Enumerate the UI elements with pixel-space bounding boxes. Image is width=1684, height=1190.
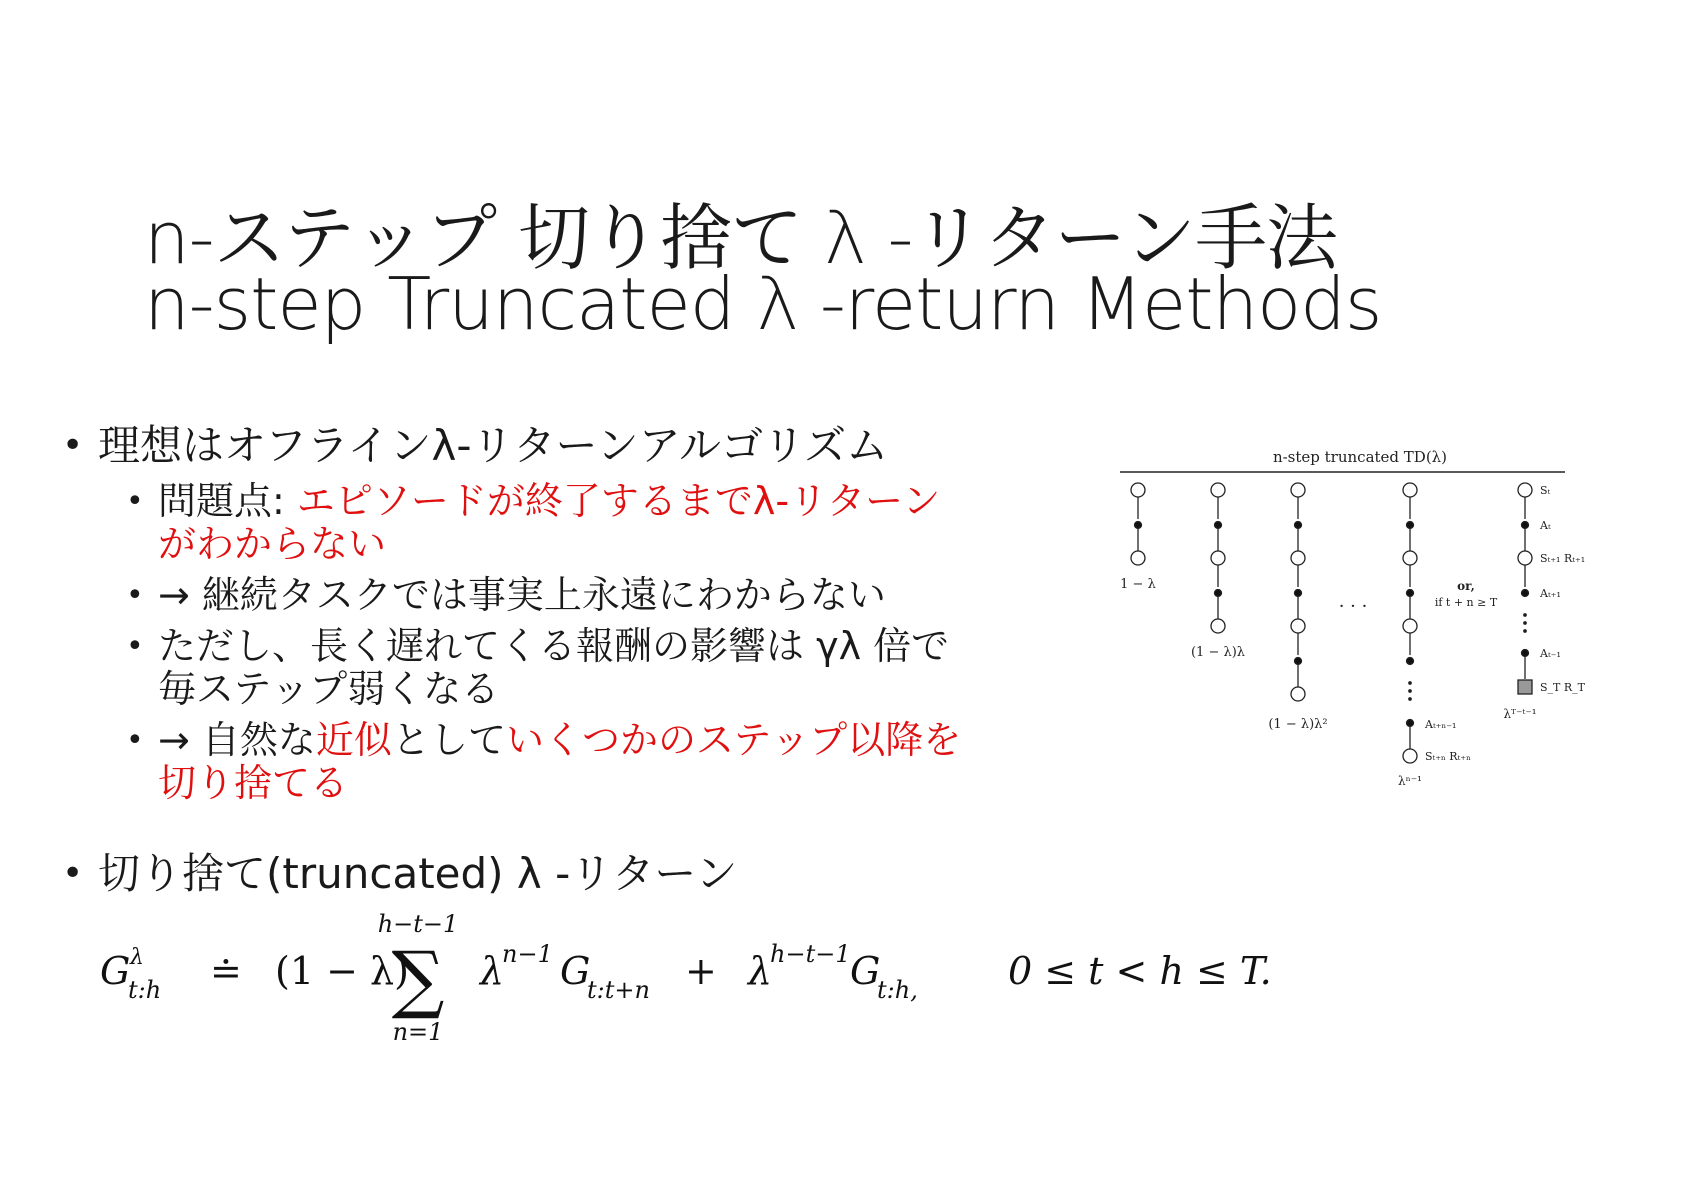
weight-1: 1 − λ [1120,577,1156,592]
formula-sum-top: h−t−1 [377,912,459,938]
backup-diagram [1110,440,1670,820]
slide-title-ja: n-ステップ 切り捨て λ -リターン手法 [144,196,1337,280]
label-a-T1: Aₜ₋₁ [1540,647,1561,660]
formula-term1-sup: n−1 [502,940,553,968]
approx-red-2: いくつかのステップ以降を [505,718,962,762]
sub-bullet-continuing [62,574,1062,617]
weight-2: (1 − λ)λ [1190,645,1246,660]
formula-term2-sup: h−t−1 [770,940,851,968]
problem-text-2: がわからない [158,522,387,566]
formula-lhs-sup: λ [130,945,144,970]
formula-term1-lambda: λ [480,949,505,993]
formula-term1-g: G [560,949,591,993]
label-s-t: Sₜ [1540,484,1551,497]
formula-term2-lambda: λ [748,949,773,993]
formula-lhs-sub: t:h [128,976,162,1004]
bullet-ideal: • 理想はオフラインλ-リターンアルゴリズム [62,420,1062,472]
delay-text-2: 毎ステップ弱くなる [158,667,500,711]
truncated-return-formula [90,912,1390,1052]
formula-sum-bottom: n=1 [392,1018,444,1046]
formula-term2-sub: t:h, [877,976,918,1004]
delay-text-1: • ただし、長く遅れてくる報酬の影響は γλ 倍で [158,624,950,668]
formula-condition: 0 ≤ t < h ≤ T. [1008,949,1272,993]
slide-title-en: n-step Truncated λ -return Methods [144,262,1382,346]
formula-lhs: G [100,949,131,993]
diagram-column-terminal [1518,483,1532,694]
approx-red-1: 近似 [315,718,392,762]
diagram-ellipsis: · · · [1338,596,1368,617]
weight-terminal: λᵀ⁻ᵗ⁻¹ [1503,707,1537,721]
problem-text-1: エピソードが終了するまでλ-リターン [296,479,941,523]
label-s-T: S_T R_T [1540,681,1585,694]
sub-bullet-delay [62,625,1062,711]
bullet-truncated: • 切り捨て(truncated) λ -リターン [62,848,737,900]
formula-eq: ≐ [210,949,242,993]
sub-bullet-approx [62,719,1062,805]
label-or: or, [1457,579,1475,593]
diagram-column-2 [1211,483,1225,633]
label-condition: if t + n ≥ T [1434,596,1498,609]
diagram-column-n [1403,483,1417,763]
continuing-text: • → 継続タスクでは事実上永遠にわからない [158,573,886,617]
formula-term2-g: G [850,949,881,993]
diagram-column-1 [1131,483,1145,565]
weight-3: (1 − λ)λ² [1268,717,1328,732]
label-a-t: Aₜ [1540,519,1551,532]
formula-sigma: ∑ [391,936,445,1022]
diagram-column-3 [1291,483,1305,701]
problem-label: 問題点: [158,479,297,523]
formula-plus: + [685,949,717,993]
diagram-title: n-step truncated TD(λ) [1272,448,1448,466]
bullet-list [62,420,1062,805]
label-s-t1: Sₜ₊₁ Rₜ₊₁ [1540,552,1586,565]
formula-coef: (1 − λ) [275,949,409,993]
sub-bullet-problem [62,480,1062,566]
formula-term1-sub: t:t+n [587,976,650,1004]
approx-text-2: として [391,718,506,762]
label-s-tn: Sₜ₊ₙ Rₜ₊ₙ [1425,750,1471,763]
approx-red-3: 切り捨てる [158,761,349,805]
approx-text-1: → 自然な [158,718,316,762]
weight-n: λⁿ⁻¹ [1398,774,1422,788]
label-a-tn1: Aₜ₊ₙ₋₁ [1425,718,1457,731]
label-a-t1: Aₜ₊₁ [1540,587,1561,600]
